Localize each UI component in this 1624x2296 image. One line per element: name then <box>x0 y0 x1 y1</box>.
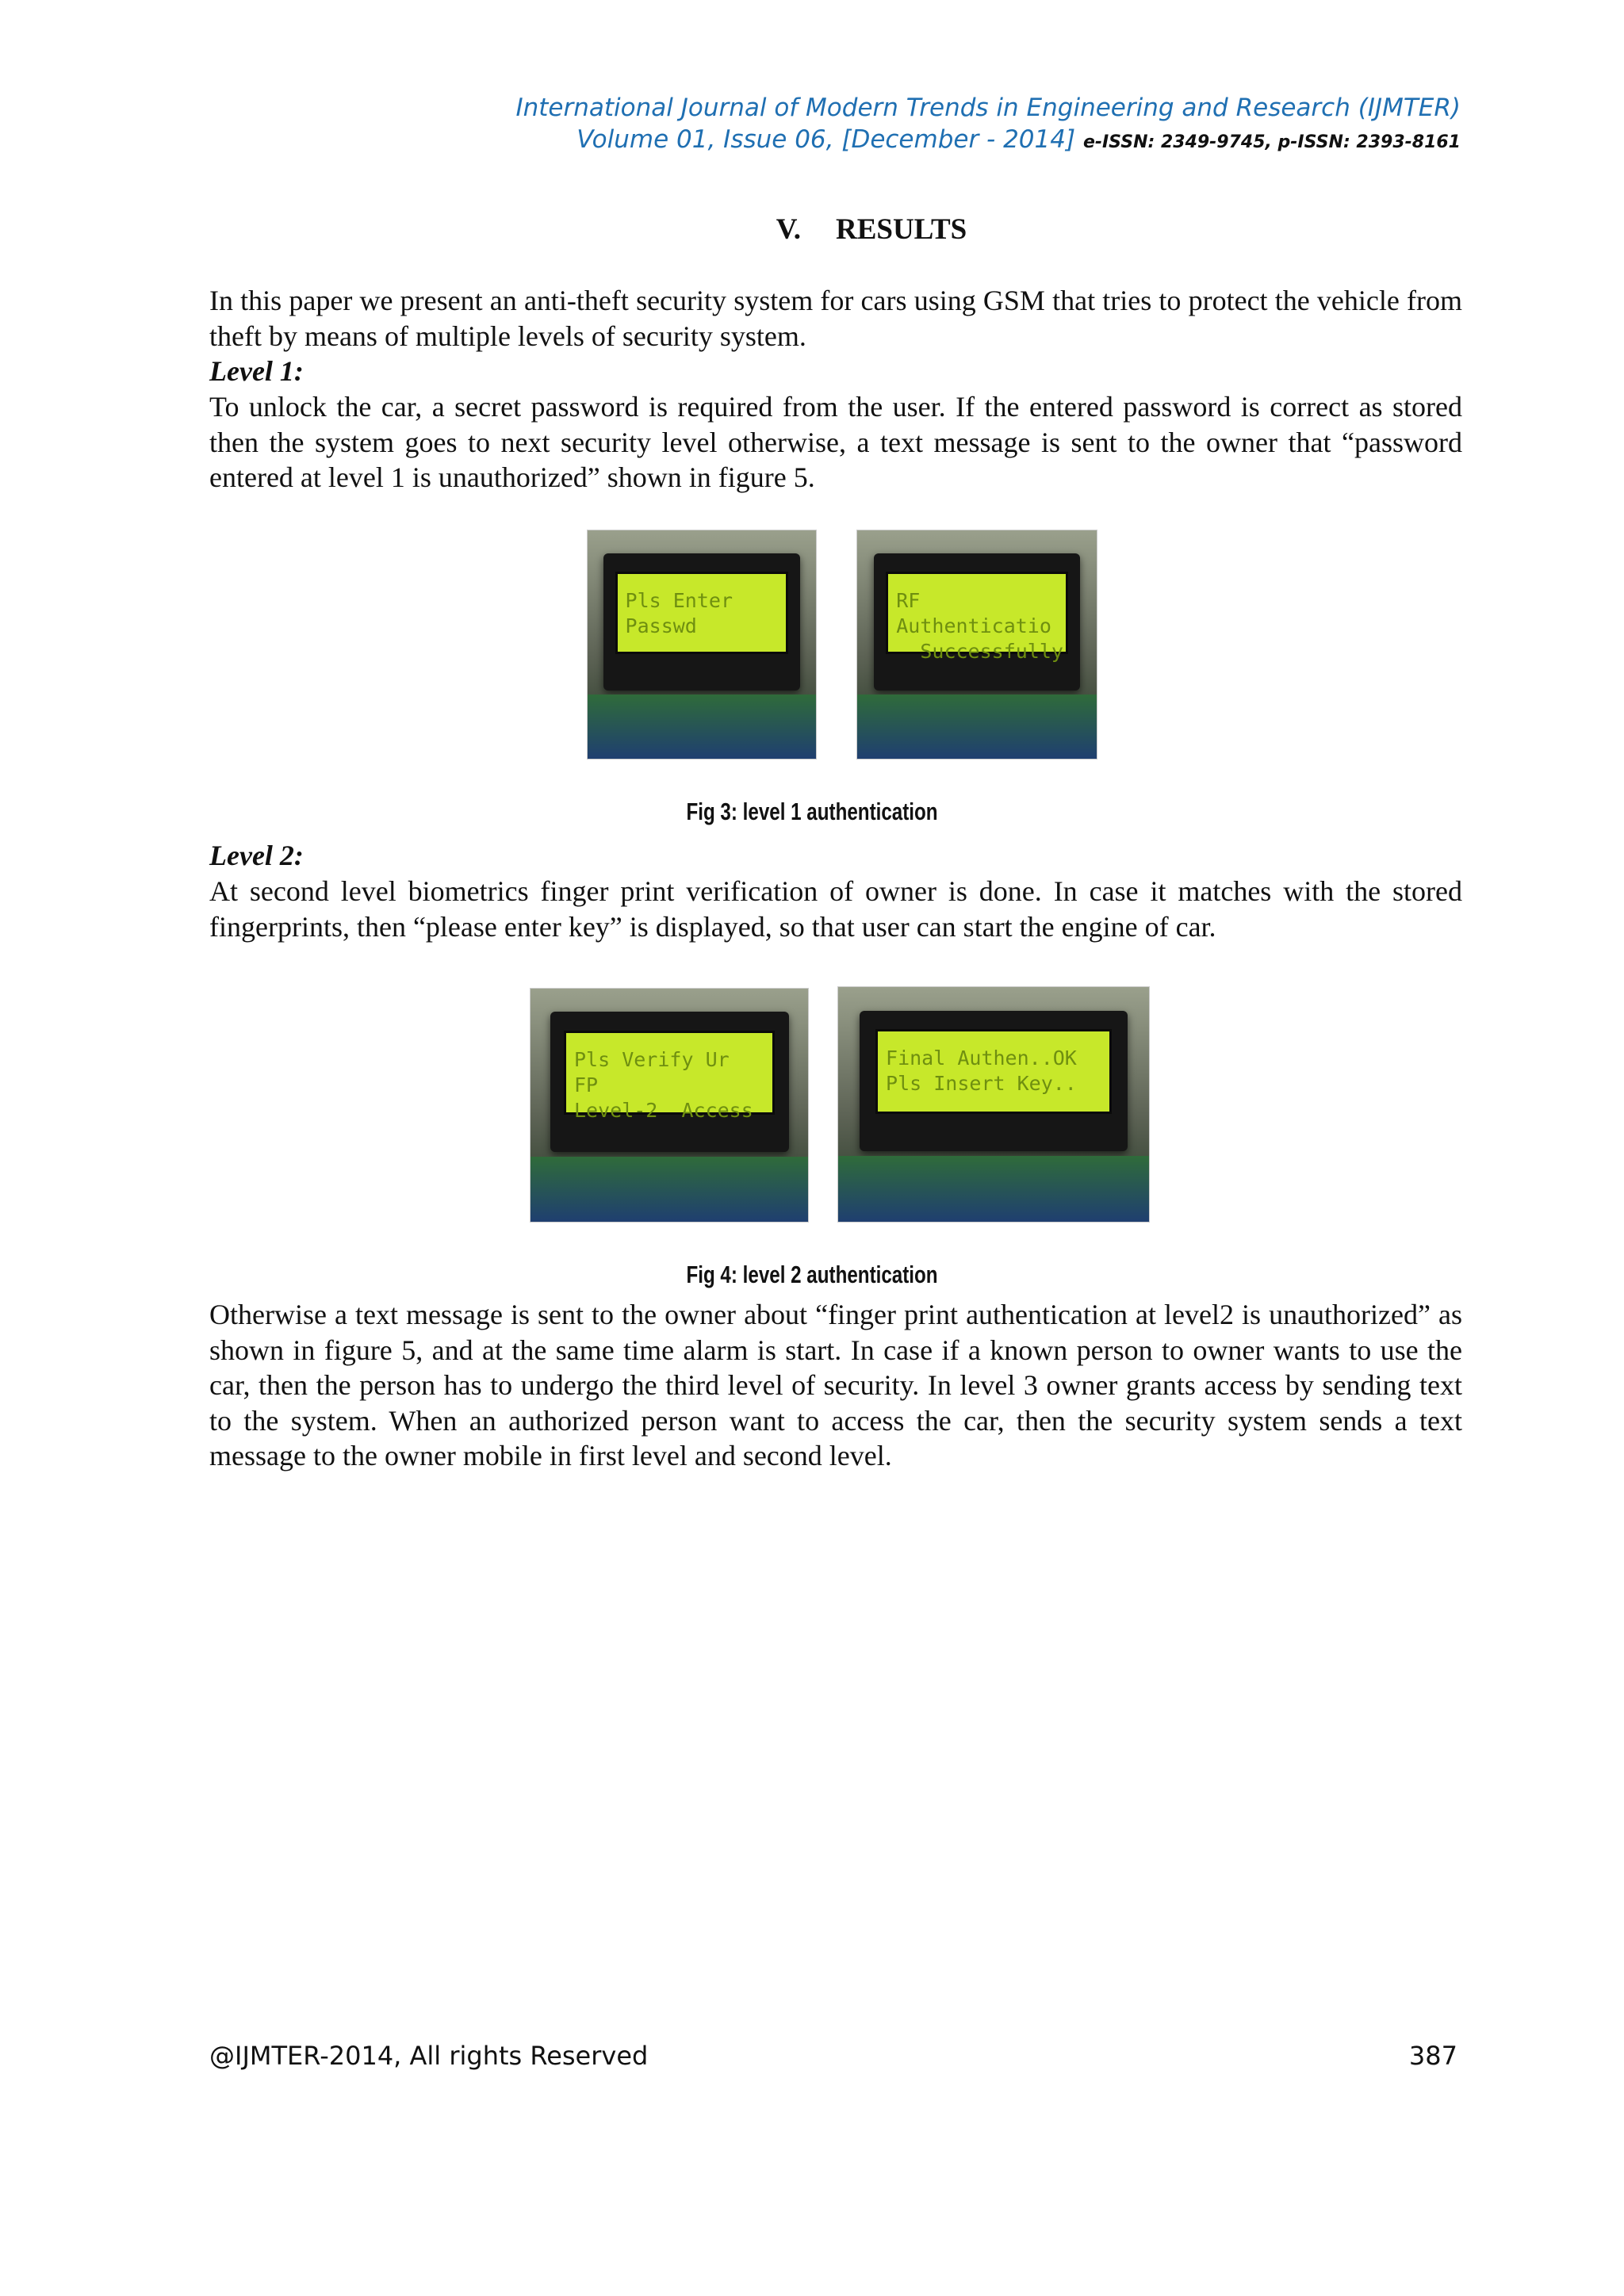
fig3-left-photo <box>587 530 817 760</box>
page-number: 387 <box>1408 2041 1457 2071</box>
fig4-caption: Fig 4: level 2 authentication <box>686 1261 938 1288</box>
fig4-left-photo <box>530 988 809 1223</box>
lcd-screen <box>564 1031 775 1122</box>
lcd-line: Pls Insert Key.. <box>886 1072 1077 1096</box>
circuit-board <box>530 1157 808 1222</box>
level1-heading: Level 1: <box>209 355 304 387</box>
lcd-line: RF Authenticatio <box>896 588 1051 637</box>
level2-paragraph: At second level biometrics finger print verification of owner is done. In case it matches with the stored fingerprints, then “please enter key” is displayed, so that user can start the engine of car. <box>209 875 1462 943</box>
lcd-line: Successfully <box>896 639 1063 663</box>
lcd-line: Pls Verify Ur FP <box>574 1047 730 1096</box>
intro-paragraph: In this paper we present an anti-theft security system for cars using GSM that tries to protect the vehicle from theft by means of multiple levels of security system. <box>209 285 1462 352</box>
circuit-board <box>838 1156 1149 1222</box>
level2-heading: Level 2: <box>209 840 304 871</box>
lcd-screen <box>615 572 789 654</box>
lcd-screen <box>875 1029 1112 1114</box>
lcd-line: Level-2 Access <box>574 1098 753 1122</box>
closing-paragraph: Otherwise a text message is sent to the owner about “finger print authentication at level2 is unauthorized” as shown in figure 5, and at the same time alarm is start. In case if a known person to owner wants to use the car, then the person has to undergo the third level of security. In level 3 owner grants access by sending text to the system. When an authorized person want to access the car, then the security system sends a text message to the owner mobile in first level and second level. <box>209 1299 1462 1471</box>
issn-text: e-ISSN: 2349-9745, p-ISSN: 2393-8161 <box>1082 132 1461 152</box>
fig3-caption: Fig 3: level 1 authentication <box>686 798 938 825</box>
section-heading <box>0 212 1624 247</box>
circuit-board <box>857 695 1097 759</box>
circuit-board <box>588 695 816 759</box>
fig4-right-photo <box>837 986 1150 1223</box>
volume-header <box>576 125 1461 154</box>
section-number: V. <box>776 213 801 246</box>
fig3-right-photo <box>856 530 1097 760</box>
journal-header: International Journal of Modern Trends in Engineering and Research (IJMTER) <box>515 94 1461 122</box>
section-title: RESULTS <box>835 213 967 246</box>
footer-copyright: @IJMTER-2014, All rights Reserved <box>209 2041 649 2071</box>
level1-paragraph: To unlock the car, a secret password is required from the user. If the entered password is correct as stored then the system goes to next security level otherwise, a text message is sent to the owner that “password entered at level 1 is unauthorized” shown in figure 5. <box>209 391 1462 493</box>
lcd-line: Final Authen..OK <box>886 1047 1077 1070</box>
volume-text: Volume 01, Issue 06, [December - 2014] <box>576 125 1076 154</box>
lcd-line: Pls Enter Passwd <box>625 588 733 637</box>
lcd-screen <box>886 572 1068 663</box>
